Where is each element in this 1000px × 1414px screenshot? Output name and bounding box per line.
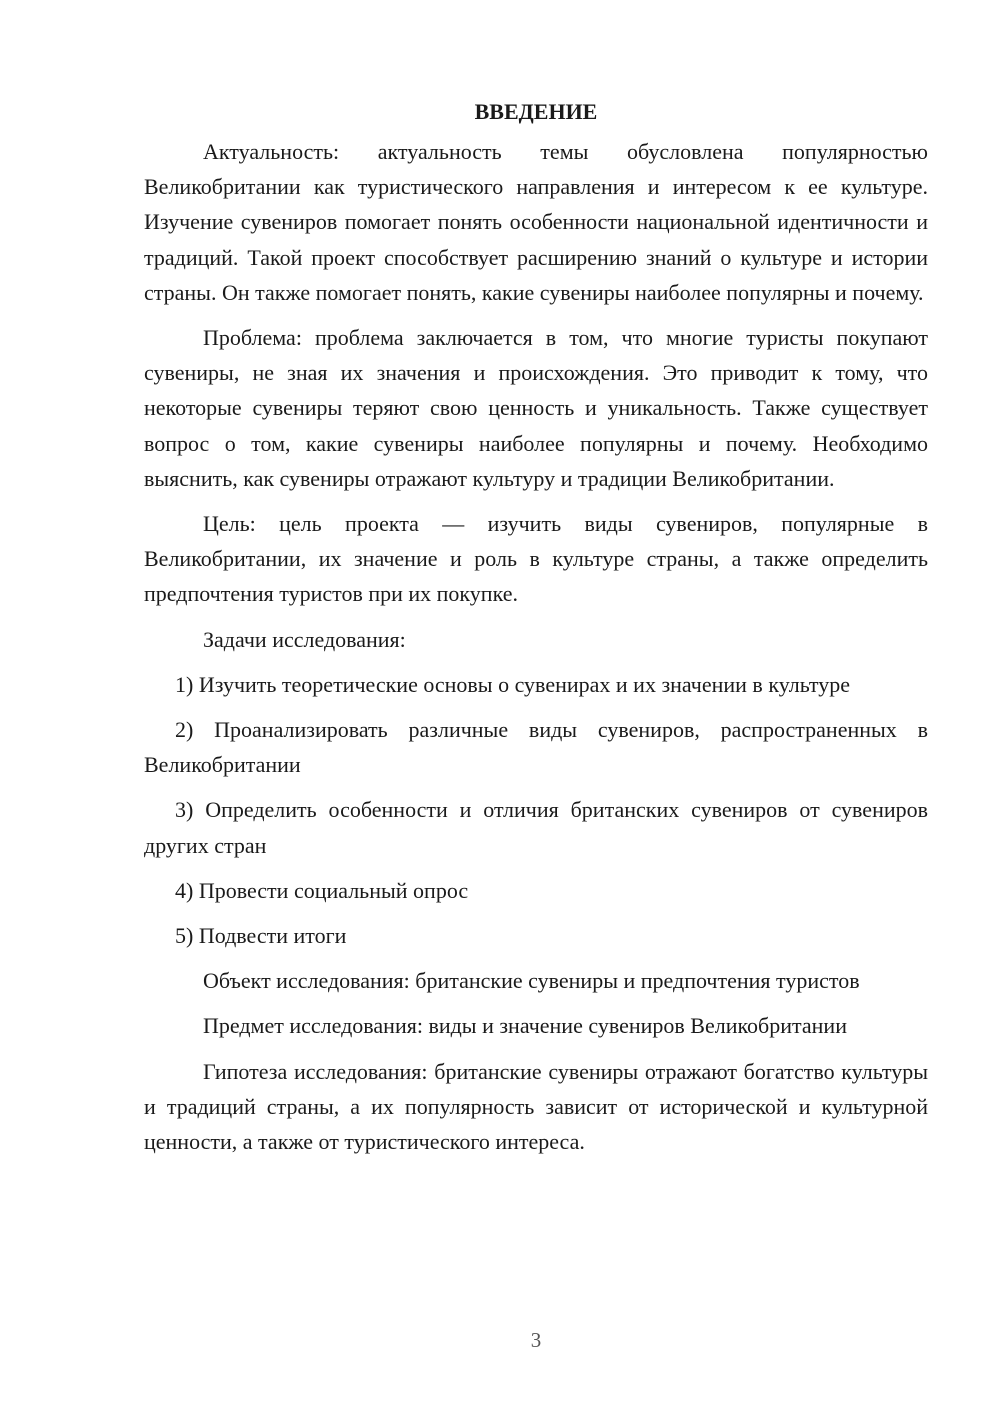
task-item-5: 5) Подвести итоги	[175, 923, 347, 949]
task-item-4: 4) Провести социальный опрос	[175, 877, 469, 903]
relevance-paragraph: Актуальность: актуальность темы обусловлена популярностью Великобритании как туристического направления и интересом к ее культуре. Изучение сувениров помогает понять особенности национальной идентичности и традиций. Такой проект способствует расширению знаний о культуре и истории страны. Он также помогает понять, какие сувениры наиболее популярны и почему.	[144, 139, 928, 305]
page-number: 3	[530, 1328, 542, 1352]
subject-paragraph: Предмет исследования: виды и значение сувениров Великобритании	[203, 1013, 847, 1039]
object-paragraph: Объект исследования: британские сувениры и предпочтения туристов	[203, 968, 860, 994]
document-page	[144, 94, 928, 1159]
problem-paragraph: Проблема: проблема заключается в том, что многие туристы покупают сувениры, не зная их значения и происхождения. Это приводит к тому, что некоторые сувениры теряют свою ценность и уникальность. Также существует вопрос о том, какие сувениры наиболее популярны и почему. Необходимо выяснить, как сувениры отражают культуру и традиции Великобритании.	[144, 325, 928, 491]
task-item-3: 3) Определить особенности и отличия британских сувениров от сувениров других стран	[144, 797, 928, 858]
hypothesis-paragraph: Гипотеза исследования: британские сувениры отражают богатство культуры и традиций страны, а их популярность зависит от исторической и культурной ценности, а также от туристического интереса.	[144, 1058, 928, 1155]
goal-paragraph: Цель: цель проекта — изучить виды сувениров, популярные в Великобритании, их значение и роль в культуре страны, а также определить предпочтения туристов при их покупке.	[144, 511, 928, 607]
section-heading: ВВЕДЕНИЕ	[474, 99, 598, 124]
task-item-2: 2) Проанализировать различные виды сувениров, распространенных в Великобритании	[144, 717, 928, 778]
task-item-1: 1) Изучить теоретические основы о сувенирах и их значении в культуре	[175, 671, 850, 697]
tasks-heading: Задачи исследования:	[203, 626, 406, 652]
